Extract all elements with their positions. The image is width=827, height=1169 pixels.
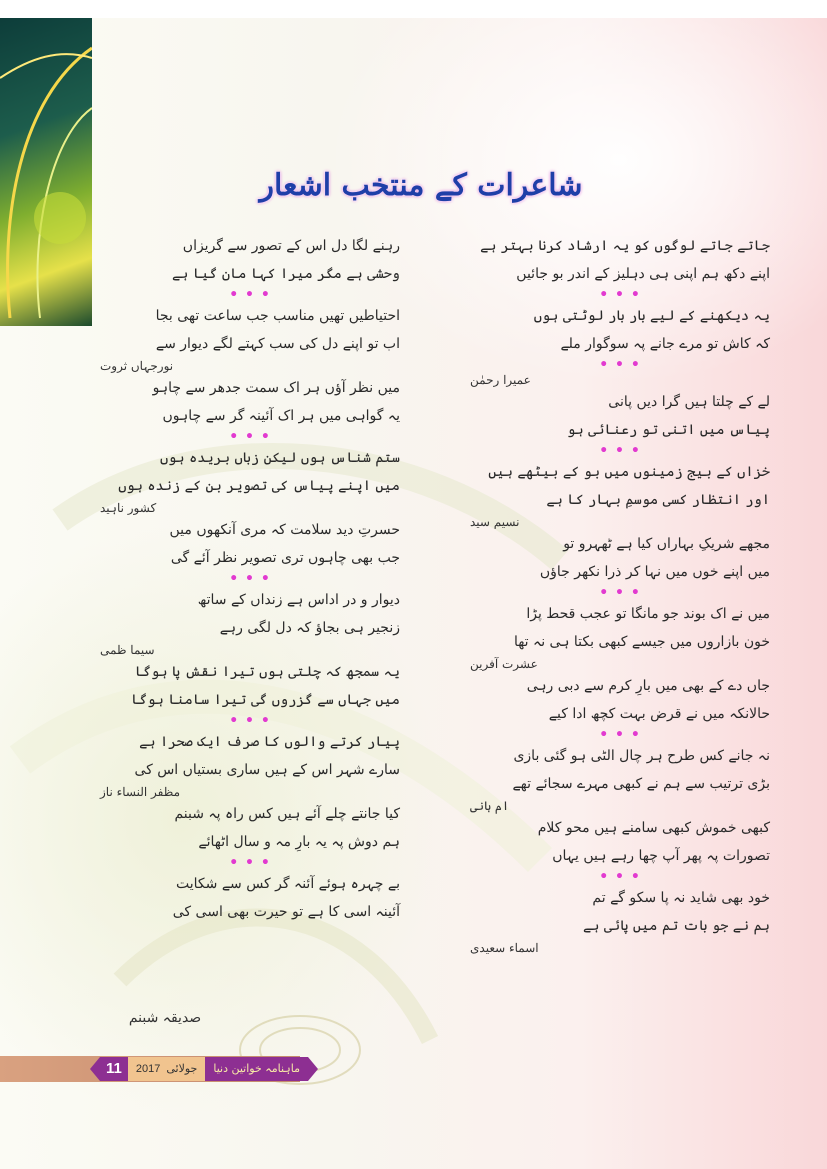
verse-separator-dots: • • • bbox=[599, 727, 641, 743]
verse-line: بڑی ترتیب سے ہم نے کبھی مہرے سجائے تھے bbox=[512, 776, 770, 792]
right-arrow-icon bbox=[308, 1057, 318, 1081]
verse-separator-dots: • • • bbox=[599, 869, 641, 885]
poet-name: ام ہانی bbox=[470, 799, 509, 813]
verse-line: حالانکہ میں نے قرض بہت کچھ ادا کیے bbox=[548, 706, 770, 722]
couplet bbox=[470, 600, 770, 656]
left-poetry-column bbox=[100, 232, 400, 926]
verse-line: یہ دیکھنے کے لیے بار بار لوٹتی ہوں bbox=[533, 308, 770, 324]
verse-separator-dots: • • • bbox=[229, 571, 271, 587]
magazine-name: ماہنامہ خواتین دنیا bbox=[205, 1057, 308, 1081]
verse-line: ہم نے جو بات تم میں پائی ہے bbox=[582, 918, 770, 934]
verse-separator-dots: • • • bbox=[229, 287, 271, 303]
couplet bbox=[100, 302, 400, 358]
couplet bbox=[100, 516, 400, 572]
couplet bbox=[470, 884, 770, 940]
verse-line: حسرتِ دید سلامت کہ مری آنکھوں میں bbox=[169, 522, 400, 538]
couplet bbox=[470, 458, 770, 514]
verse-separator-dots: • • • bbox=[599, 287, 641, 303]
poet-name: کشور ناہید bbox=[100, 501, 157, 515]
couplet bbox=[470, 232, 770, 288]
verse-line: خون بازاروں میں جیسے کبھی بکتا ہی نہ تھا bbox=[513, 634, 770, 650]
poet-name: مظفر النساء ناز bbox=[100, 785, 180, 799]
verse-line: زنجیر ہی بجاؤ کہ دل لگی رہے bbox=[219, 620, 400, 636]
verse-line: پیاس میں اتنی تو رعنائی ہو bbox=[567, 422, 770, 438]
couplet bbox=[100, 444, 400, 500]
couplet bbox=[100, 658, 400, 714]
right-poetry-column bbox=[470, 232, 770, 956]
verse-separator-dots: • • • bbox=[229, 713, 271, 729]
couplet bbox=[470, 672, 770, 728]
verse-line: کبھی خموش کبھی سامنے ہیں محو کلام bbox=[537, 820, 770, 836]
verse-line: لے کے چلتا ہیں گرا دیں پانی bbox=[608, 394, 770, 410]
verse-line: پیار کرتے والوں کا صرف ایک صحرا ہے bbox=[139, 734, 400, 750]
top-margin bbox=[0, 0, 827, 18]
page-number: 11 bbox=[100, 1057, 128, 1081]
verse-separator-dots: • • • bbox=[599, 443, 641, 459]
verse-line: جاتے جاتے لوگوں کو یہ ارشاد کرنا بہتر ہے bbox=[480, 238, 770, 254]
verse-line: میں جہاں سے گزروں گی تیرا سامنا ہوگا bbox=[130, 692, 400, 708]
verse-line: اپنے دکھ ہم اپنی ہی دہلیز کے اندر بو جائیں bbox=[516, 266, 770, 282]
verse-line: آئینہ اسی کا ہے تو حیرت بھی اسی کی bbox=[172, 904, 400, 920]
poet-name: عمیرا رحمٰن bbox=[470, 373, 531, 387]
poet-name: سیما ظمی bbox=[100, 643, 155, 657]
verse-line: میں نظر آؤں ہر اک سمت جدھر سے چاہو bbox=[152, 380, 400, 396]
verse-line: خود بھی شاید نہ پا سکو گے تم bbox=[592, 890, 770, 906]
verse-line: خزاں کے بیج زمینوں میں بو کے بیٹھے ہیں bbox=[488, 464, 770, 480]
footer bbox=[90, 1057, 318, 1081]
verse-line: تصورات پہ پھر آپ چھا رہے ہیں یہاں bbox=[552, 848, 770, 864]
couplet bbox=[100, 728, 400, 784]
verse-line: وحشی ہے مگر میرا کہا مان گیا ہے bbox=[171, 266, 400, 282]
issue-year: 2017 bbox=[135, 1063, 161, 1075]
verse-line: سارے شہر اس کے ہیں ساری بستیاں اس کی bbox=[134, 762, 400, 778]
left-arrow-icon bbox=[90, 1057, 100, 1081]
verse-line: یہ سمجھ کہ چلتی ہوں تیرا نقش پا ہوگا bbox=[134, 664, 400, 680]
poet-name: نورجہاں ثروت bbox=[100, 359, 174, 373]
verse-line: رہنے لگا دل اس کے تصور سے گریزاں bbox=[182, 238, 400, 254]
verse-line: میں نے اک بوند جو مانگا تو عجب قحط پڑا bbox=[526, 606, 770, 622]
verse-line: جاں دے کے بھی میں بارِ کرم سے دبی رہی bbox=[526, 678, 770, 694]
verse-line: جب بھی چاہوں تری تصویر نظر آئے گی bbox=[170, 550, 400, 566]
couplet bbox=[100, 374, 400, 430]
couplet bbox=[100, 232, 400, 288]
couplet bbox=[100, 870, 400, 926]
verse-line: کیا جانتے چلے آئے ہیں کس راہ پہ شبنم bbox=[174, 806, 400, 822]
corner-decorative-image bbox=[0, 18, 92, 326]
page-title: شاعرات کے منتخب اشعار bbox=[259, 167, 583, 203]
verse-line: اور انتظار کسی موسمِ بہار کا ہے bbox=[546, 492, 770, 508]
signature: صدیقہ شبنم bbox=[128, 1010, 202, 1026]
verse-line: میں اپنے پیاس کی تصویر بن کے زندہ ہوں bbox=[118, 478, 400, 494]
couplet bbox=[470, 302, 770, 358]
issue-date bbox=[128, 1057, 205, 1081]
verse-line: دیوار و در اداس ہے زنداں کے ساتھ bbox=[197, 592, 400, 608]
verse-line: کہ کاش تو مرے جانے پہ سوگوار ملے bbox=[560, 336, 770, 352]
verse-separator-dots: • • • bbox=[229, 429, 271, 445]
verse-line: ستم شناس ہوں لیکن زباں بریدہ ہوں bbox=[160, 450, 400, 466]
page-title-wrap bbox=[259, 160, 583, 210]
verse-line: اب تو اپنے دل کی سب کہتے لگے دیوار سے bbox=[155, 336, 400, 352]
verse-line: ہم دوش پہ یہ بارِ مہ و سال اٹھائے bbox=[198, 834, 400, 850]
verse-line: نہ جانے کس طرح ہر چال الٹی ہو گئی بازی bbox=[513, 748, 770, 764]
couplet bbox=[470, 814, 770, 870]
couplet bbox=[470, 530, 770, 586]
verse-line: میں اپنے خوں میں نہا کر ذرا نکھر جاؤں bbox=[539, 564, 770, 580]
poet-name: نسیم سید bbox=[470, 515, 520, 529]
verse-separator-dots: • • • bbox=[229, 855, 271, 871]
verse-separator-dots: • • • bbox=[599, 357, 641, 373]
issue-month: جولائی bbox=[166, 1063, 198, 1075]
couplet bbox=[470, 742, 770, 798]
verse-line: احتیاطیں تھیں مناسب جب ساعت تھی بجا bbox=[155, 308, 400, 324]
poet-name: اسماء سعیدی bbox=[470, 941, 539, 955]
verse-line: یہ گواہی میں ہر اک آئینہ گر سے چاہوں bbox=[162, 408, 400, 424]
poet-name: عشرت آفرین bbox=[470, 657, 538, 671]
couplet bbox=[100, 586, 400, 642]
verse-line: مجھے شریکِ بہاراں کیا ہے ٹھہرو تو bbox=[563, 536, 770, 552]
verse-separator-dots: • • • bbox=[599, 585, 641, 601]
couplet bbox=[470, 388, 770, 444]
corner-swirl-graphic bbox=[0, 18, 92, 326]
couplet bbox=[100, 800, 400, 856]
verse-line: بے چہرہ ہوئے آئنہ گر کس سے شکایت bbox=[176, 876, 400, 892]
